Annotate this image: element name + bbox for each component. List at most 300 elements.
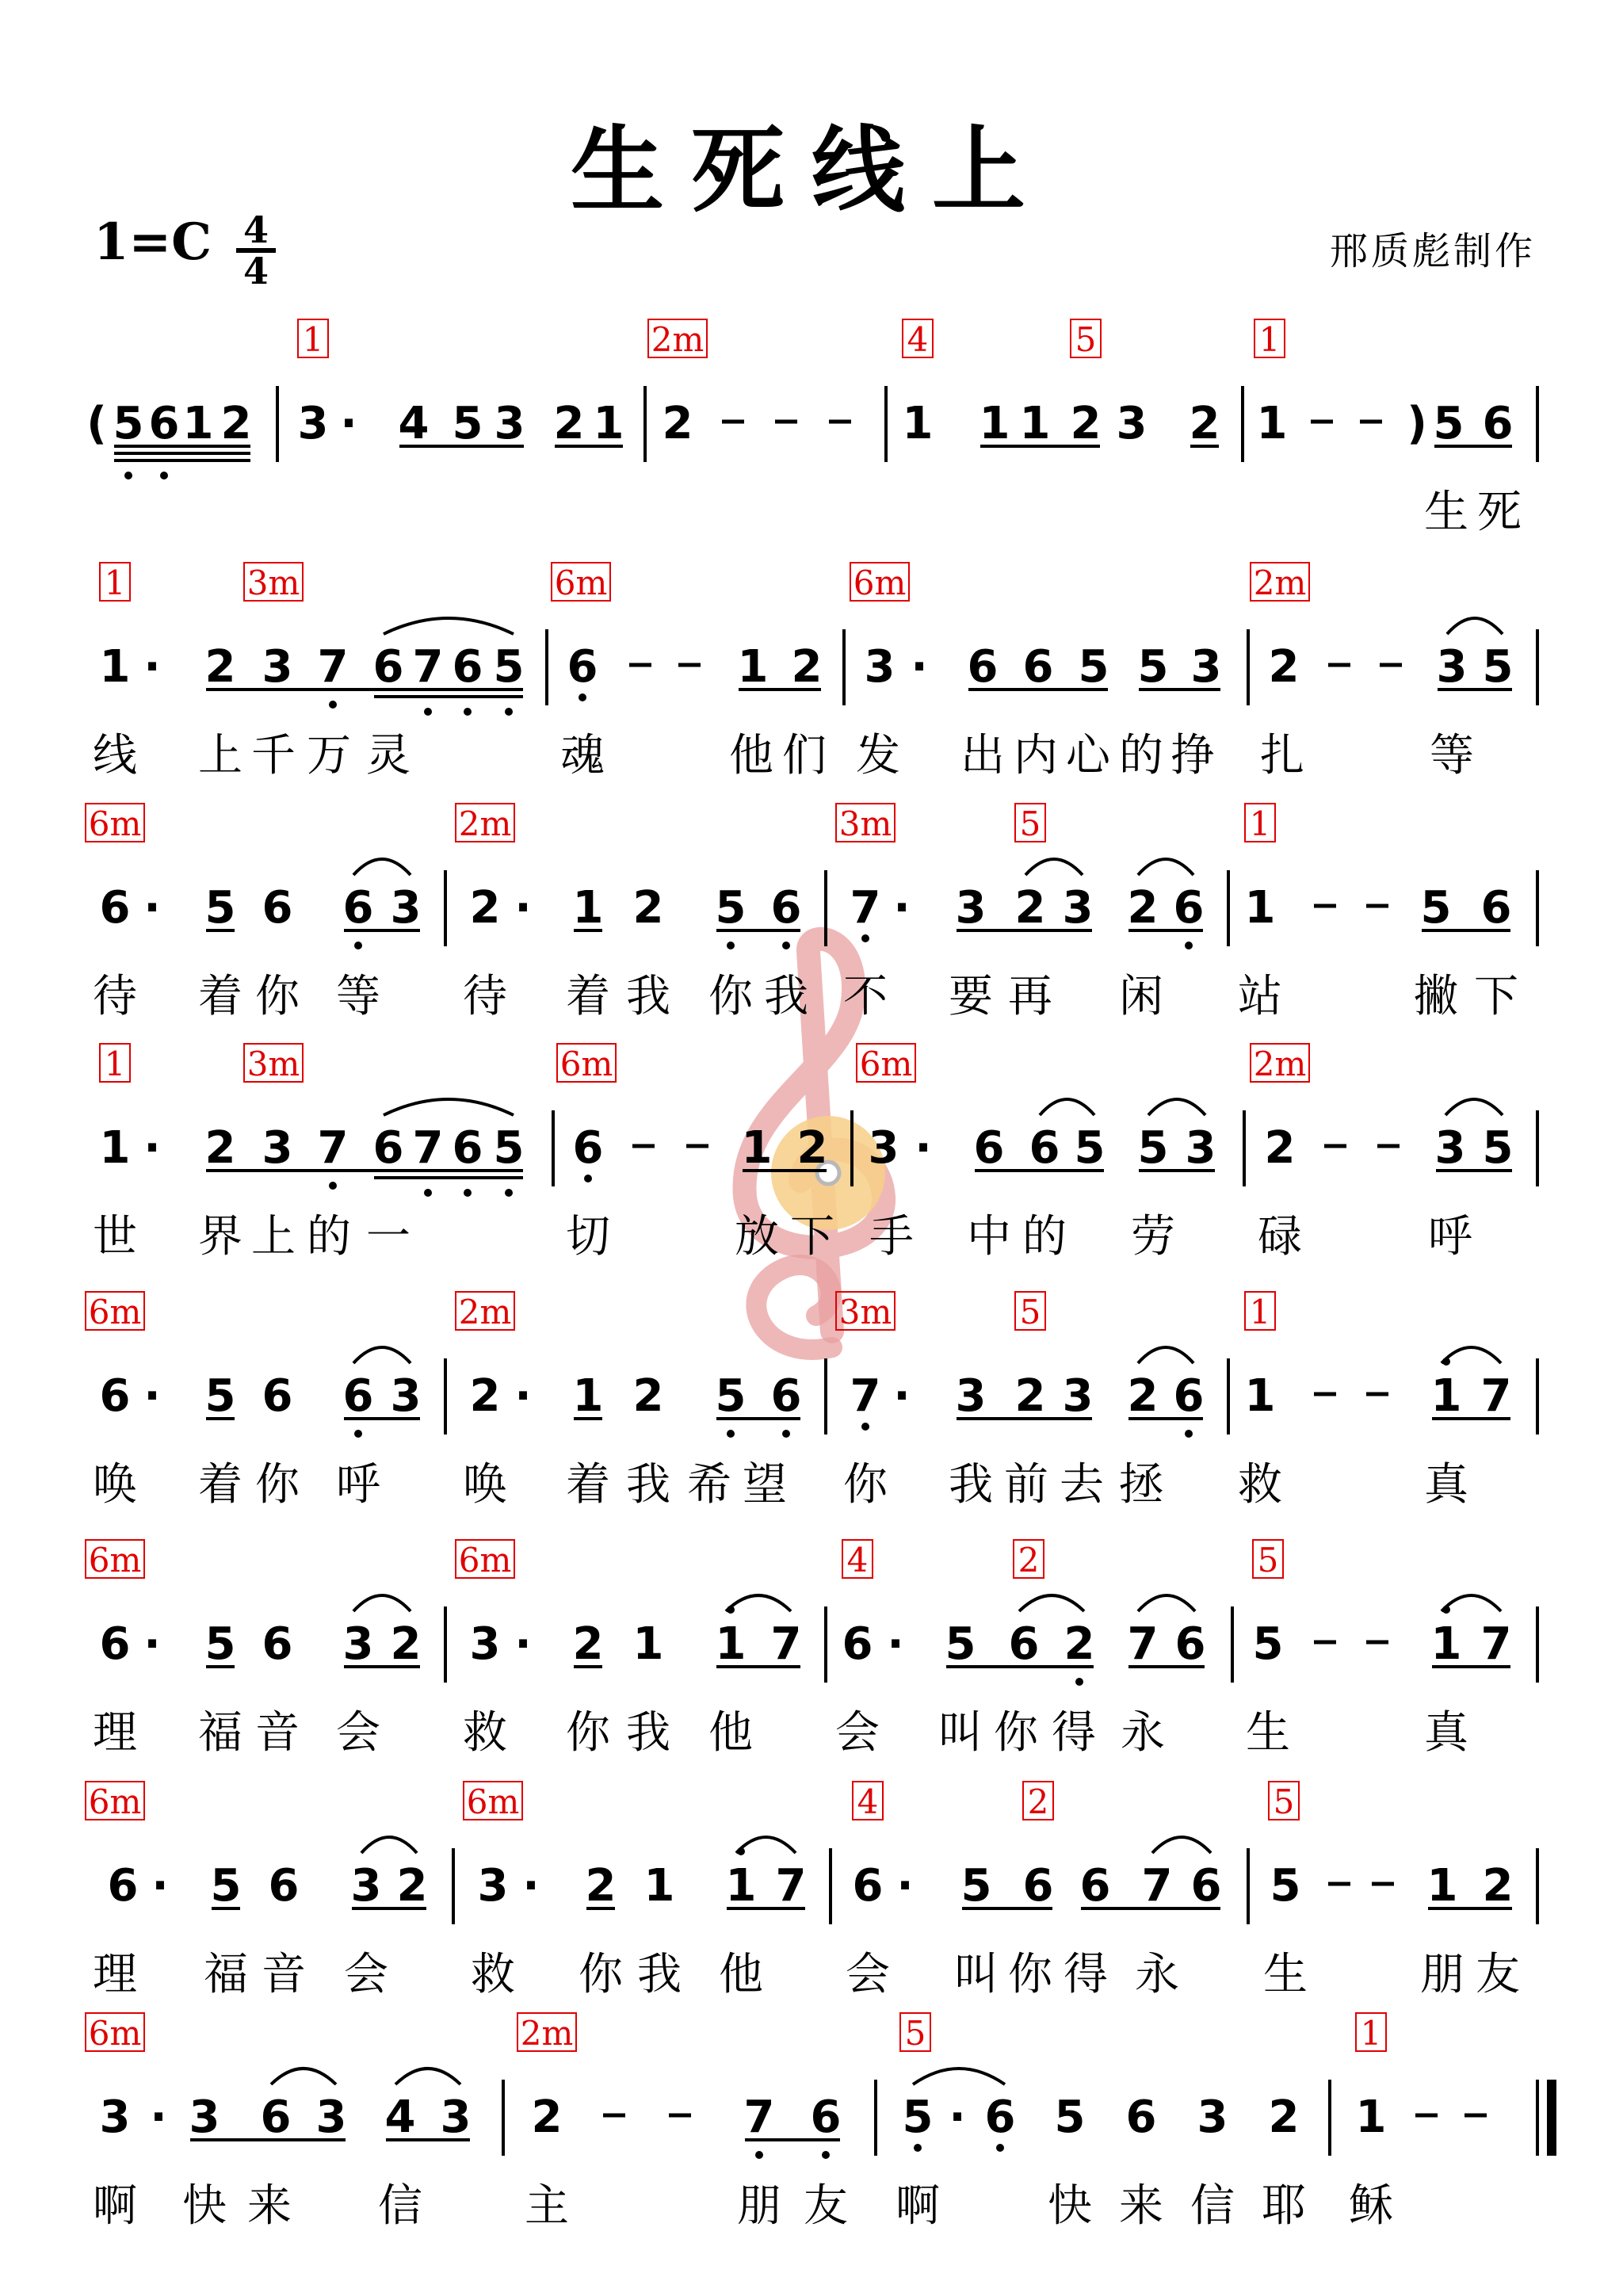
note: 5 bbox=[452, 398, 483, 449]
lyric-char: 的 bbox=[1022, 1211, 1067, 1263]
note: 5 bbox=[1482, 1122, 1514, 1174]
lyric-char: 死 bbox=[1477, 487, 1522, 538]
note: 7 bbox=[317, 641, 349, 693]
tie-slur bbox=[726, 1595, 791, 1611]
svg-text:4: 4 bbox=[907, 320, 929, 359]
tie-slur bbox=[1442, 1595, 1501, 1611]
dot-note: · bbox=[893, 882, 911, 934]
note: 4 bbox=[398, 398, 430, 449]
lyric-char: 我 bbox=[764, 971, 808, 1022]
lyric-char: 挣 bbox=[1170, 730, 1215, 781]
lyric-char: 着 bbox=[198, 971, 242, 1022]
chord-label bbox=[853, 1782, 883, 1821]
tie-slur bbox=[384, 618, 514, 634]
lyric-char: 音 bbox=[255, 1707, 300, 1759]
note: 7 bbox=[412, 1122, 444, 1174]
lyric-char: 生 bbox=[1263, 1949, 1308, 2000]
lyric-char: 扎 bbox=[1260, 730, 1304, 781]
svg-text:5: 5 bbox=[904, 2014, 926, 2053]
chord-label bbox=[86, 1782, 144, 1821]
chord-label bbox=[1254, 319, 1285, 359]
svg-text:6m: 6m bbox=[859, 1045, 913, 1083]
octave-dot-below bbox=[579, 693, 586, 701]
lyric-char: 啊 bbox=[93, 2180, 137, 2232]
note: 5 bbox=[210, 1860, 242, 1912]
tie-slur bbox=[736, 1837, 796, 1853]
note: 2 bbox=[1014, 1370, 1046, 1422]
note: 7 bbox=[1480, 1370, 1512, 1422]
svg-text:1: 1 bbox=[302, 320, 324, 359]
octave-dot-below bbox=[1185, 942, 1193, 949]
note: 3 bbox=[297, 398, 329, 449]
note: 3 bbox=[1062, 1370, 1094, 1422]
note: 6 bbox=[99, 1618, 131, 1670]
system-1 bbox=[86, 319, 1537, 538]
note: 2 bbox=[1268, 2092, 1300, 2143]
note: 2 bbox=[204, 641, 236, 693]
lyric-char: 唤 bbox=[463, 1459, 507, 1511]
note: 6 bbox=[852, 1860, 884, 1912]
dot-note: · bbox=[151, 1860, 169, 1912]
note: 6 bbox=[1029, 1122, 1060, 1174]
svg-text:1: 1 bbox=[1249, 804, 1271, 843]
lyric-char: 会 bbox=[336, 1707, 380, 1759]
note: 5 bbox=[493, 1122, 525, 1174]
lyric-char: 他 bbox=[708, 1707, 753, 1759]
lyric-char: 切 bbox=[566, 1211, 610, 1263]
octave-dot-below bbox=[996, 2144, 1004, 2152]
lyric-char: 救 bbox=[1238, 1459, 1282, 1511]
chord-label bbox=[298, 319, 328, 359]
lyric-char: 你 bbox=[843, 1459, 888, 1511]
lyric-char: 永 bbox=[1121, 1707, 1165, 1759]
lyric-char: 们 bbox=[782, 730, 827, 781]
note: 6 bbox=[99, 1370, 131, 1422]
lyric-char: 的 bbox=[307, 1211, 351, 1263]
lyric-char: 待 bbox=[463, 971, 507, 1022]
dot-note: · bbox=[893, 1370, 911, 1422]
svg-text:6m: 6m bbox=[88, 1293, 142, 1331]
author-credit: 邢质彪制作 bbox=[1329, 229, 1536, 273]
chord-label bbox=[557, 1044, 616, 1083]
note: 2 bbox=[1127, 1370, 1159, 1422]
note: 6 bbox=[107, 1860, 139, 1912]
lyric-char: 碌 bbox=[1258, 1211, 1302, 1263]
chord-label bbox=[86, 1540, 144, 1580]
lyric-char: 我 bbox=[637, 1949, 682, 2000]
octave-dot-below bbox=[354, 942, 362, 949]
note: 6 bbox=[810, 2092, 842, 2143]
tie-slur bbox=[1138, 1595, 1195, 1611]
tie-slur bbox=[1025, 859, 1083, 875]
chord-label bbox=[244, 1044, 303, 1083]
chord-label bbox=[517, 2013, 576, 2053]
note: 3 bbox=[1197, 2092, 1228, 2143]
note: 1 bbox=[1355, 2092, 1387, 2143]
note: 3 bbox=[262, 1122, 293, 1174]
octave-dot-below bbox=[727, 942, 735, 949]
note: 1 bbox=[182, 398, 214, 449]
note: 6 bbox=[1022, 1860, 1054, 1912]
svg-text:3m: 3m bbox=[246, 1045, 300, 1083]
lyric-char: 救 bbox=[463, 1707, 507, 1759]
note: 2 bbox=[585, 1860, 617, 1912]
chord-label bbox=[100, 563, 130, 602]
chord-label bbox=[857, 1044, 915, 1083]
note: 2 bbox=[662, 398, 693, 449]
note: 7 bbox=[775, 1860, 807, 1912]
lyric-char: 真 bbox=[1424, 1459, 1468, 1511]
bracket: ) bbox=[1407, 398, 1427, 449]
octave-dot-below bbox=[124, 472, 132, 479]
lyric-char: 他 bbox=[729, 730, 773, 781]
octave-dot-below bbox=[424, 708, 432, 716]
chord-label bbox=[456, 804, 514, 843]
octave-dot-below bbox=[505, 1189, 513, 1197]
note: 3 bbox=[477, 1860, 509, 1912]
octave-dot-below bbox=[464, 1189, 472, 1197]
svg-text:4: 4 bbox=[846, 1541, 869, 1580]
chord-label bbox=[464, 1782, 522, 1821]
key-signature: 1=C bbox=[94, 212, 212, 272]
note: 6 bbox=[372, 641, 404, 693]
svg-text:2m: 2m bbox=[520, 2014, 574, 2053]
lyric-char: 你 bbox=[566, 1707, 610, 1759]
tie-slur bbox=[384, 1099, 514, 1115]
chord-label bbox=[552, 563, 610, 602]
lyric-char: 信 bbox=[1190, 2180, 1235, 2232]
lyric-char: 下 bbox=[1474, 971, 1518, 1022]
note: 5 bbox=[1252, 1618, 1284, 1670]
lyric-char: 要 bbox=[949, 971, 993, 1022]
note: 6 bbox=[148, 398, 180, 449]
note: 1 bbox=[1426, 1860, 1458, 1912]
note: 5 bbox=[1137, 641, 1169, 693]
svg-text:6m: 6m bbox=[458, 1541, 512, 1580]
note: 2 bbox=[1064, 1618, 1095, 1670]
lyric-char: 灵 bbox=[366, 730, 411, 781]
note: 3 bbox=[1116, 398, 1148, 449]
lyric-char: 理 bbox=[93, 1949, 137, 2000]
note: 6 bbox=[1125, 2092, 1157, 2143]
lyric-char: 我 bbox=[626, 971, 670, 1022]
note: 3 bbox=[99, 2092, 131, 2143]
chord-label bbox=[836, 804, 895, 843]
note: 3 bbox=[342, 1618, 374, 1670]
tie-slur bbox=[1040, 1099, 1094, 1115]
lyric-char: 待 bbox=[93, 971, 137, 1022]
tie-slur bbox=[1442, 1347, 1501, 1363]
system-5 bbox=[86, 1292, 1537, 1511]
svg-text:1: 1 bbox=[104, 563, 126, 602]
note: 3 bbox=[440, 2092, 472, 2143]
lyric-char: 主 bbox=[525, 2180, 569, 2232]
lyric-char: 叫 bbox=[954, 1949, 999, 2000]
note: 2 bbox=[796, 1122, 828, 1174]
octave-dot-below bbox=[727, 1430, 735, 1438]
note: 3 bbox=[1190, 641, 1222, 693]
chord-label bbox=[244, 563, 303, 602]
lyric-char: 望 bbox=[743, 1459, 787, 1511]
note: 2 bbox=[632, 1370, 664, 1422]
dot-note: · bbox=[150, 2092, 167, 2143]
note: 1 bbox=[1430, 1618, 1462, 1670]
tie-slur bbox=[353, 859, 411, 875]
svg-text:2: 2 bbox=[1018, 1541, 1040, 1580]
note: 3 bbox=[262, 641, 293, 693]
lyric-char: 信 bbox=[378, 2180, 422, 2232]
dot-note: · bbox=[514, 882, 532, 934]
svg-text:3m: 3m bbox=[838, 804, 892, 843]
lyric-char: 下 bbox=[790, 1211, 834, 1263]
lyric-char: 着 bbox=[198, 1459, 242, 1511]
svg-text:6m: 6m bbox=[88, 1541, 142, 1580]
dot-note: · bbox=[911, 641, 928, 693]
lyric-char: 我 bbox=[626, 1459, 670, 1511]
note: 3 bbox=[494, 398, 525, 449]
svg-text:6m: 6m bbox=[559, 1045, 613, 1083]
note: 2 bbox=[469, 882, 501, 934]
lyric-char: 理 bbox=[93, 1707, 137, 1759]
note: 3 bbox=[868, 1122, 899, 1174]
note: 7 bbox=[317, 1122, 349, 1174]
note: 6 bbox=[342, 1370, 374, 1422]
chord-label bbox=[100, 1044, 130, 1083]
lyric-char: 千 bbox=[251, 730, 296, 781]
svg-text:6m: 6m bbox=[554, 563, 608, 602]
lyric-char: 再 bbox=[1008, 971, 1052, 1022]
note: 3 bbox=[955, 1370, 987, 1422]
tie-slur bbox=[271, 2069, 336, 2084]
note: 6 bbox=[452, 1122, 483, 1174]
note: 2 bbox=[220, 398, 252, 449]
dot-note: · bbox=[514, 1618, 532, 1670]
lyric-char: 来 bbox=[247, 2180, 292, 2232]
note: 6 bbox=[1190, 1860, 1222, 1912]
note: 1 bbox=[1256, 398, 1288, 449]
note: 6 bbox=[99, 882, 131, 934]
lyric-char: 真 bbox=[1424, 1707, 1468, 1759]
note: 6 bbox=[260, 2092, 292, 2143]
note: 1 bbox=[1019, 398, 1051, 449]
lyric-char: 唤 bbox=[93, 1459, 137, 1511]
note: 2 bbox=[396, 1860, 428, 1912]
note: 7 bbox=[743, 2092, 775, 2143]
note: 3 bbox=[1185, 1122, 1216, 1174]
dot-note: · bbox=[143, 1370, 161, 1422]
system-3 bbox=[86, 804, 1537, 1022]
chord-label bbox=[1023, 1782, 1053, 1821]
note: 3 bbox=[390, 882, 422, 934]
svg-text:5: 5 bbox=[1273, 1782, 1295, 1821]
note: 6 bbox=[372, 1122, 404, 1174]
lyric-char: 音 bbox=[262, 1949, 306, 2000]
note: 1 bbox=[643, 1860, 675, 1912]
note: 5 bbox=[715, 1370, 747, 1422]
tie-slur bbox=[1138, 859, 1193, 875]
bracket: ( bbox=[86, 398, 107, 449]
note: 2 bbox=[469, 1370, 501, 1422]
note: 6 bbox=[1079, 1860, 1111, 1912]
note: 1 bbox=[572, 882, 604, 934]
octave-dot-below bbox=[1075, 1678, 1083, 1686]
svg-text:4: 4 bbox=[857, 1782, 879, 1821]
note: 1 bbox=[979, 398, 1010, 449]
octave-dot-below bbox=[755, 2151, 763, 2159]
note: 5 bbox=[204, 1370, 236, 1422]
note: 6 bbox=[262, 1618, 293, 1670]
chord-label bbox=[1251, 1044, 1309, 1083]
svg-text:5: 5 bbox=[1075, 320, 1097, 359]
lyric-char: 得 bbox=[1064, 1949, 1108, 2000]
note: 5 bbox=[945, 1618, 976, 1670]
note: 5 bbox=[1074, 1122, 1106, 1174]
lyric-char: 中 bbox=[967, 1211, 1011, 1263]
note: 5 bbox=[902, 2092, 934, 2143]
note: 6 bbox=[770, 1370, 802, 1422]
lyric-char: 我 bbox=[626, 1707, 670, 1759]
svg-text:5: 5 bbox=[1019, 804, 1041, 843]
note: 7 bbox=[412, 641, 444, 693]
octave-dot-below bbox=[861, 1423, 869, 1431]
octave-dot-below bbox=[584, 1175, 592, 1182]
dot-note: · bbox=[522, 1860, 540, 1912]
note: 7 bbox=[850, 882, 881, 934]
dot-note: · bbox=[340, 398, 357, 449]
chord-label bbox=[1269, 1782, 1299, 1821]
note: 6 bbox=[1482, 398, 1514, 449]
lyric-char: 来 bbox=[1119, 2180, 1163, 2232]
chord-label bbox=[1251, 563, 1309, 602]
note: 1 bbox=[741, 1122, 773, 1174]
lyric-char: 他 bbox=[719, 1949, 763, 2000]
chord-label bbox=[1071, 319, 1101, 359]
svg-text:6m: 6m bbox=[853, 563, 907, 602]
note: 2 bbox=[390, 1618, 422, 1670]
note: 7 bbox=[1141, 1860, 1173, 1912]
note: 3 bbox=[1436, 641, 1468, 693]
dot-note: · bbox=[949, 2092, 966, 2143]
note: 1 bbox=[99, 1122, 131, 1174]
lyric-char: 永 bbox=[1135, 1949, 1179, 2000]
svg-text:3m: 3m bbox=[838, 1293, 892, 1331]
note: 2 bbox=[1268, 641, 1300, 693]
octave-dot-below bbox=[1185, 1430, 1193, 1438]
note: 5 bbox=[113, 398, 144, 449]
note: 6 bbox=[1008, 1618, 1040, 1670]
lyric-char: 劳 bbox=[1131, 1211, 1175, 1263]
svg-text:2m: 2m bbox=[458, 804, 512, 843]
note: 3 bbox=[315, 2092, 347, 2143]
octave-dot-below bbox=[329, 1182, 337, 1190]
note: 6 bbox=[567, 641, 598, 693]
lyric-char: 闲 bbox=[1119, 971, 1163, 1022]
svg-text:2m: 2m bbox=[458, 1293, 512, 1331]
tie-slur bbox=[353, 1595, 411, 1611]
octave-dot-below bbox=[782, 942, 790, 949]
note: 6 bbox=[268, 1860, 300, 1912]
svg-text:5: 5 bbox=[1019, 1293, 1041, 1331]
chord-label bbox=[1253, 1540, 1283, 1580]
note: 1 bbox=[572, 1370, 604, 1422]
svg-text:2m: 2m bbox=[1253, 563, 1307, 602]
tie-slur bbox=[353, 1347, 411, 1363]
song-title: 生死线上 bbox=[570, 115, 1052, 225]
lyric-char: 你 bbox=[708, 971, 753, 1022]
note: 1 bbox=[1244, 1370, 1276, 1422]
lyric-char: 生 bbox=[1246, 1707, 1290, 1759]
lyric-char: 发 bbox=[856, 730, 900, 781]
note: 5 bbox=[1420, 882, 1452, 934]
chord-label bbox=[86, 1292, 144, 1331]
note: 5 bbox=[1270, 1860, 1301, 1912]
tie-slur bbox=[361, 1837, 417, 1853]
chord-label bbox=[836, 1292, 895, 1331]
svg-text:6m: 6m bbox=[466, 1782, 520, 1821]
lyric-char: 拯 bbox=[1119, 1459, 1163, 1511]
tie-slur bbox=[1447, 618, 1503, 634]
time-signature-bottom: 4 bbox=[242, 250, 269, 292]
lyric-char: 你 bbox=[255, 971, 300, 1022]
system-6 bbox=[86, 1540, 1537, 1759]
note: 5 bbox=[493, 641, 525, 693]
lyric-char: 友 bbox=[1476, 1949, 1520, 2000]
note: 2 bbox=[1127, 882, 1159, 934]
chord-label bbox=[1245, 804, 1275, 843]
lyric-char: 快 bbox=[182, 2180, 227, 2232]
note: 3 bbox=[390, 1370, 422, 1422]
note: 1 bbox=[1430, 1370, 1462, 1422]
octave-dot-below bbox=[424, 1189, 432, 1197]
svg-text:1: 1 bbox=[104, 1045, 126, 1083]
dot-note: · bbox=[887, 1618, 904, 1670]
note: 5 bbox=[715, 882, 747, 934]
note: 6 bbox=[984, 2092, 1016, 2143]
note: 3 bbox=[189, 2092, 220, 2143]
svg-text:6m: 6m bbox=[88, 1782, 142, 1821]
svg-text:5: 5 bbox=[1257, 1541, 1279, 1580]
octave-dot-below bbox=[782, 1430, 790, 1438]
tie-slur bbox=[1152, 1837, 1211, 1853]
note: 6 bbox=[262, 882, 293, 934]
lyric-char: 站 bbox=[1238, 971, 1282, 1022]
note: 6 bbox=[842, 1618, 873, 1670]
octave-dot-below bbox=[861, 934, 869, 942]
lyric-char: 前 bbox=[1004, 1459, 1048, 1511]
svg-text:6m: 6m bbox=[88, 804, 142, 843]
dot-note: · bbox=[143, 641, 161, 693]
chord-label bbox=[903, 319, 933, 359]
note: 6 bbox=[1480, 882, 1512, 934]
lyric-char: 等 bbox=[1430, 730, 1474, 781]
lyric-char: 内 bbox=[1014, 730, 1058, 781]
note: 3 bbox=[864, 641, 896, 693]
note: 1 bbox=[715, 1618, 747, 1670]
note: 3 bbox=[1062, 882, 1094, 934]
time-signature-top: 4 bbox=[242, 208, 269, 251]
tie-slur bbox=[1138, 1347, 1193, 1363]
lyric-char: 去 bbox=[1060, 1459, 1104, 1511]
note: 2 bbox=[204, 1122, 236, 1174]
note: 6 bbox=[342, 882, 374, 934]
svg-text:2: 2 bbox=[1027, 1782, 1049, 1821]
note: 2 bbox=[1264, 1122, 1296, 1174]
system-8 bbox=[86, 2013, 1552, 2232]
note: 2 bbox=[1482, 1860, 1514, 1912]
note: 1 bbox=[593, 398, 624, 449]
dot-note: · bbox=[896, 1860, 914, 1912]
note: 6 bbox=[1173, 882, 1205, 934]
